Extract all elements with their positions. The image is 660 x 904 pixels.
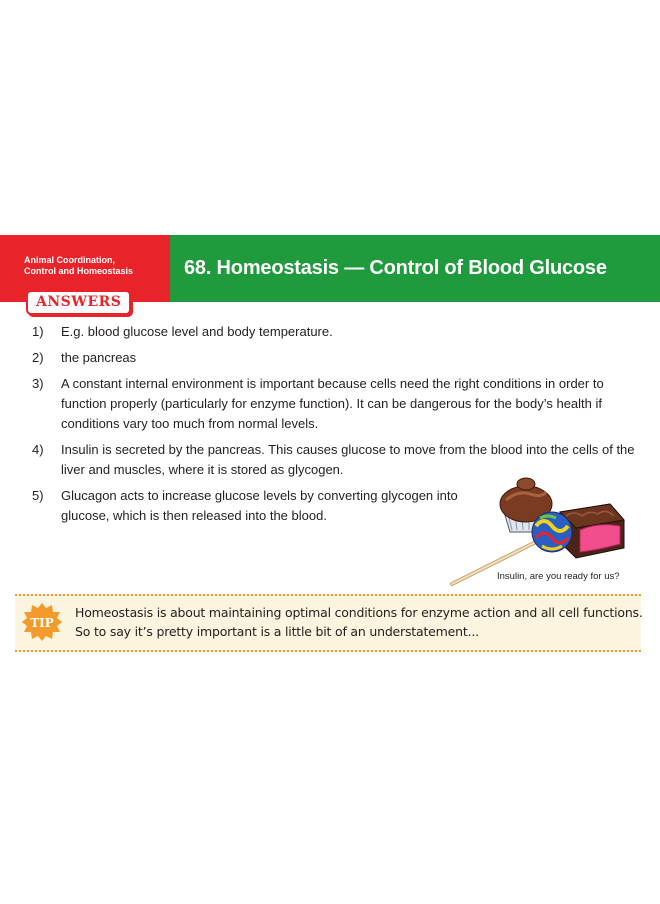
answer-text: E.g. blood glucose level and body temperature. — [61, 324, 333, 339]
answer-item — [32, 322, 642, 342]
tip-box — [15, 594, 641, 652]
answer-number: 2) — [32, 350, 44, 365]
answer-number: 4) — [32, 442, 44, 457]
section-label-line-2: Control and Homeostasis — [24, 266, 134, 276]
answer-number: 5) — [32, 488, 44, 503]
title-box — [170, 235, 660, 302]
answers-label: ANSWERS — [36, 294, 122, 310]
tip-text — [75, 603, 643, 641]
illustration-caption: Insulin, are you ready for us? — [497, 571, 620, 582]
page-title: 68. Homeostasis — Control of Blood Glucose — [184, 257, 607, 279]
tip-badge-label: TIP — [30, 616, 54, 630]
answer-item — [32, 348, 642, 368]
answer-number: 3) — [32, 376, 44, 391]
tip-line-2: So to say it’s pretty important is a little bit of an understatement... — [75, 624, 479, 639]
answer-item — [32, 374, 642, 434]
section-label-line-1: Animal Coordination, — [24, 255, 115, 265]
answer-text: Insulin is secreted by the pancreas. This causes glucose to move from the blood into the cells of the liver and muscles, where it is stored as glycogen. — [61, 442, 635, 477]
answer-text: Glucagon acts to increase glucose levels by converting glycogen into glucose, which is then released into the blood. — [61, 488, 458, 523]
answer-text: the pancreas — [61, 350, 137, 365]
tip-badge-icon — [22, 602, 62, 642]
answer-text: A constant internal environment is important because cells need the right conditions in order to function properly (particularly for enzyme function). It can be dangerous for the body’s health if conditions vary too much from normal levels. — [61, 376, 604, 431]
answers-badge — [26, 290, 131, 315]
tip-line-1: Homeostasis is about maintaining optimal conditions for enzyme action and all cell functions. — [75, 605, 643, 620]
answer-number: 1) — [32, 324, 44, 339]
section-label — [24, 255, 164, 277]
